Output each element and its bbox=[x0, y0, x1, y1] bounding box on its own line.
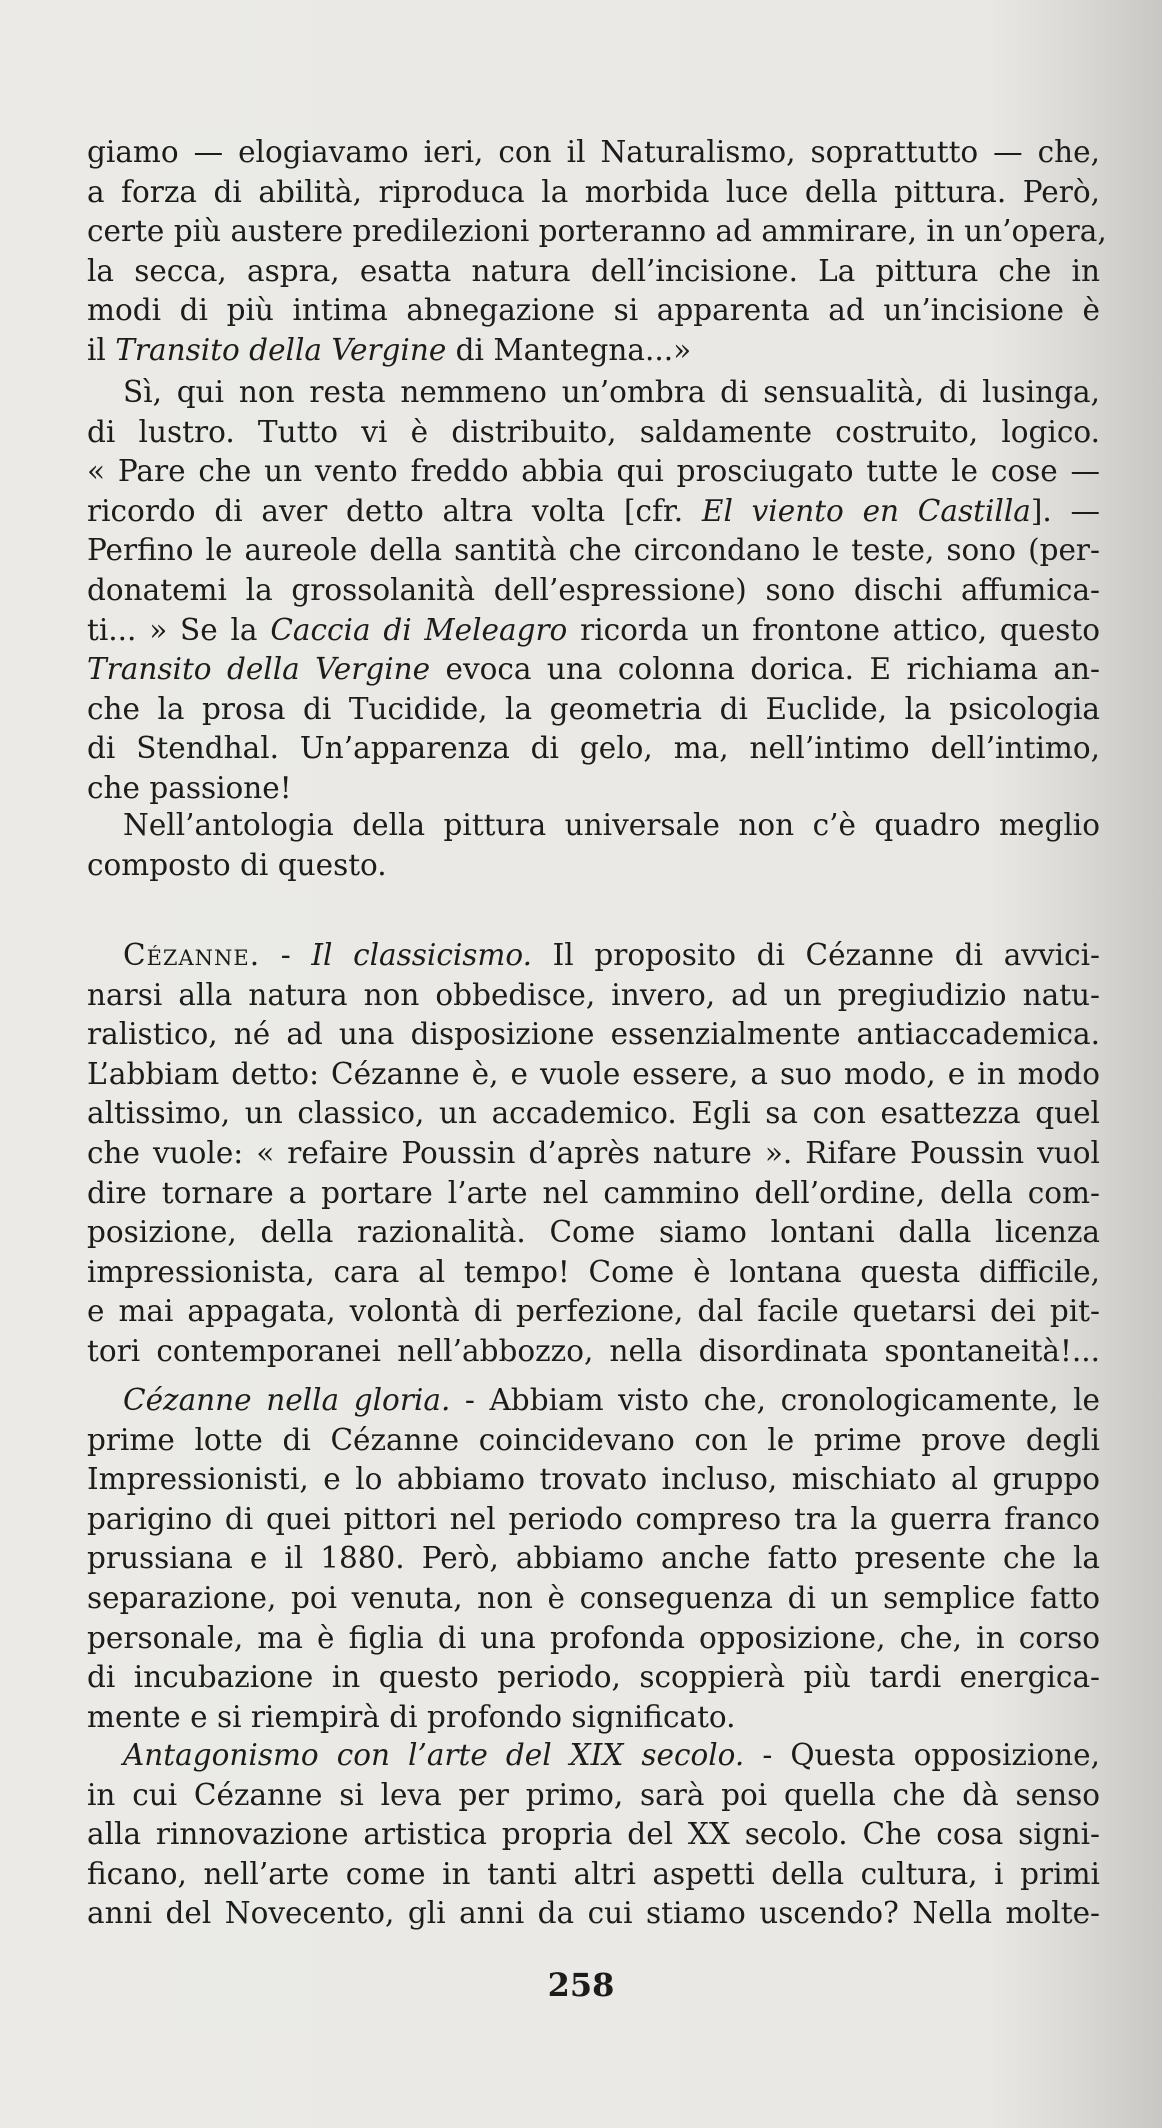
text-fragment: ti... » Se la bbox=[87, 613, 271, 647]
text-line: altissimo, un classico, un accademico. Egli sa con esattezza quel bbox=[87, 1096, 1100, 1130]
text-fragment: ricorda un frontone attico, questo bbox=[567, 613, 1100, 647]
text-line: in cui Cézanne si leva per primo, sarà poi quella che dà senso bbox=[87, 1778, 1100, 1812]
text-line: Impressionisti, e lo abbiamo trovato incluso, mischiato al gruppo bbox=[87, 1462, 1100, 1496]
text-line bbox=[87, 330, 1100, 370]
text-line: parigino di quei pittori nel periodo compreso tra la guerra franco bbox=[87, 1502, 1100, 1536]
text-line: ficano, nell’arte come in tanti altri aspetti della cultura, i primi bbox=[87, 1857, 1100, 1891]
text-line: prussiana e il 1880. Però, abbiamo anche fatto presente che la bbox=[87, 1541, 1100, 1575]
text-fragment: il bbox=[87, 333, 116, 367]
text-line bbox=[87, 610, 1100, 650]
text-line: certe più austere predilezioni porteranno ad ammirare, in un’opera, bbox=[87, 214, 1107, 248]
text-line: di incubazione in questo periodo, scoppierà più tardi energica- bbox=[87, 1660, 1100, 1694]
text-line: che la prosa di Tucidide, la geometria di Euclide, la psicologia bbox=[87, 692, 1100, 726]
italic-title: Transito della Vergine bbox=[87, 652, 431, 686]
italic-title: Caccia di Meleagro bbox=[270, 613, 568, 647]
italic-title: Antagonismo con l’arte del XIX secolo. bbox=[123, 1738, 745, 1772]
section-heading: Cézanne. bbox=[123, 938, 261, 972]
text-fragment: ]. — bbox=[1030, 494, 1100, 528]
text-line: posizione, della razionalità. Come siamo lontani dalla licenza bbox=[87, 1215, 1100, 1249]
text-line: e mai appagata, volontà di perfezione, dal facile quetarsi dei pit- bbox=[87, 1294, 1100, 1328]
page-number: 258 bbox=[547, 1966, 615, 2004]
text-line: mente e si riempirà di profondo significato. bbox=[87, 1700, 736, 1734]
text-line: impressionista, cara al tempo! Come è lontana questa difficile, bbox=[87, 1255, 1100, 1289]
text-fragment: - bbox=[260, 938, 312, 972]
text-line: modi di più intima abnegazione si apparenta ad un’incisione è bbox=[87, 293, 1100, 327]
text-line: composto di questo. bbox=[87, 848, 387, 882]
text-line: donatemi la grossolanità dell’espressione) sono dischi affumica- bbox=[87, 573, 1100, 607]
italic-title: Transito della Vergine bbox=[115, 333, 447, 367]
text-line: narsi alla natura non obbedisce, invero, ad un pregiudizio natu- bbox=[87, 978, 1100, 1012]
text-line: L’abbiam detto: Cézanne è, e vuole essere, a suo modo, e in modo bbox=[87, 1057, 1100, 1091]
text-line: tori contemporanei nell’abbozzo, nella disordinata spontaneità!... bbox=[87, 1334, 1100, 1368]
text-line bbox=[123, 1380, 1100, 1420]
text-line: separazione, poi venuta, non è conseguenza di un semplice fatto bbox=[87, 1581, 1100, 1615]
text-line: prime lotte di Cézanne coincidevano con le prime prove degli bbox=[87, 1423, 1100, 1457]
text-line: Sì, qui non resta nemmeno un’ombra di sensualità, di lusinga, bbox=[123, 375, 1100, 409]
italic-title: Il classicismo. bbox=[311, 938, 533, 972]
text-fragment: evoca una colonna dorica. E richiama an- bbox=[430, 652, 1100, 686]
text-fragment: di Mantegna...» bbox=[446, 333, 692, 367]
text-fragment: - Questa opposizione, bbox=[744, 1738, 1100, 1772]
text-line bbox=[87, 649, 1100, 689]
text-fragment: - Abbiam visto che, cronologicamente, le bbox=[450, 1383, 1100, 1417]
text-line bbox=[123, 1735, 1100, 1775]
text-line bbox=[87, 491, 1100, 531]
text-line: Perfino le aureole della santità che circondano le teste, sono (per- bbox=[87, 533, 1100, 567]
text-line: di lustro. Tutto vi è distribuito, saldamente costruito, logico. bbox=[87, 415, 1100, 449]
text-fragment: Il proposito di Cézanne di avvici- bbox=[532, 938, 1100, 972]
text-line: che vuole: « refaire Poussin d’après nature ». Rifare Poussin vuol bbox=[87, 1136, 1100, 1170]
text-fragment: ricordo di aver detto altra volta [cfr. bbox=[87, 494, 702, 528]
text-line: ralistico, né ad una disposizione essenzialmente antiaccademica. bbox=[87, 1017, 1100, 1051]
text-line: che passione! bbox=[87, 771, 292, 805]
text-line bbox=[123, 935, 1100, 975]
text-line: dire tornare a portare l’arte nel cammino dell’ordine, della com- bbox=[87, 1176, 1100, 1210]
text-line: alla rinnovazione artistica propria del XX secolo. Che cosa signi- bbox=[87, 1817, 1100, 1851]
italic-title: El viento en Castilla bbox=[701, 494, 1031, 528]
text-line: a forza di abilità, riproduca la morbida luce della pittura. Però, bbox=[87, 175, 1100, 209]
text-line: di Stendhal. Un’apparenza di gelo, ma, nell’intimo dell’intimo, bbox=[87, 731, 1100, 765]
text-line: anni del Novecento, gli anni da cui stiamo uscendo? Nella molte- bbox=[87, 1896, 1100, 1930]
text-line: giamo — elogiavamo ieri, con il Naturalismo, soprattutto — che, bbox=[87, 135, 1100, 169]
italic-title: Cézanne nella gloria. bbox=[123, 1383, 451, 1417]
text-line: la secca, aspra, esatta natura dell’incisione. La pittura che in bbox=[87, 254, 1100, 288]
text-line: Nell’antologia della pittura universale non c’è quadro meglio bbox=[123, 808, 1100, 842]
text-line: « Pare che un vento freddo abbia qui prosciugato tutte le cose — bbox=[87, 454, 1100, 488]
text-line: personale, ma è figlia di una profonda opposizione, che, in corso bbox=[87, 1621, 1100, 1655]
